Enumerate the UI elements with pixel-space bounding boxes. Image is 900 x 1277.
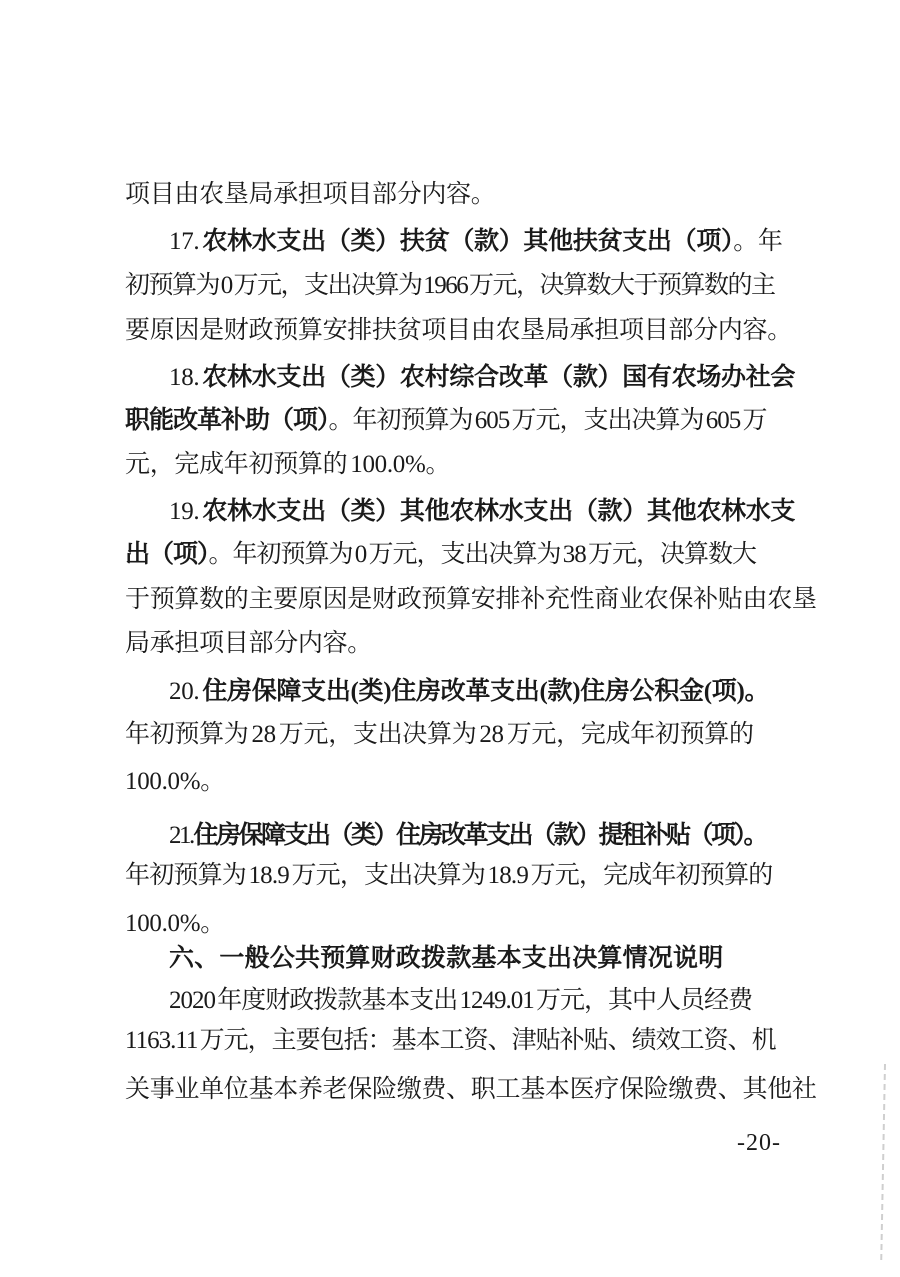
text-run: 2020 年度财政拨款基本支出 1249.01 万元，其中人员经费 bbox=[169, 987, 753, 1014]
text-line bbox=[125, 408, 767, 433]
text-line bbox=[169, 679, 769, 704]
text-line bbox=[125, 452, 450, 477]
bold-text-run: 职能改革补助（项） bbox=[125, 407, 329, 434]
text-line bbox=[125, 911, 225, 936]
bold-text-run: 住房保障支出（类）住房改革支出（款）提租补贴（项）。 bbox=[193, 822, 767, 849]
text-line bbox=[125, 769, 225, 794]
text-run: 项目由农垦局承担项目部分内容。 bbox=[125, 181, 496, 208]
text-run: 局承担项目部分内容。 bbox=[125, 630, 373, 657]
text-run: 21. bbox=[169, 822, 194, 849]
text-line bbox=[125, 631, 372, 656]
bold-text-run: 农林水支出（类）其他农林水支出（款）其他农林水支 bbox=[202, 498, 796, 525]
text-run: 100.0%。 bbox=[125, 768, 225, 795]
text-run: 要原因是财政预算安排扶贫项目由农垦局承担项目部分内容。 bbox=[125, 317, 792, 344]
text-line bbox=[169, 823, 766, 848]
text-run: 于预算数的主要原因是财政预算安排补充性商业农保补贴由农垦 bbox=[125, 586, 817, 613]
text-run: 关事业单位基本养老保险缴费、职工基本医疗保险缴费、其他社 bbox=[125, 1076, 817, 1103]
bold-text-run: 六、一般公共预算财政拨款基本支出决算情况说明 bbox=[169, 944, 724, 972]
text-run: 20. bbox=[169, 678, 203, 705]
text-line bbox=[125, 182, 496, 207]
text-line bbox=[125, 722, 754, 747]
text-run: 元，完成年初预算的 100.0%。 bbox=[125, 451, 451, 478]
text-line bbox=[169, 365, 795, 390]
text-run: 。年初预算为 605 万元，支出决算为 605 万 bbox=[328, 407, 767, 434]
text-line bbox=[125, 318, 792, 343]
page-number: -20- bbox=[737, 1130, 781, 1156]
text-run: 初预算为 0 万元，支出决算为 1966 万元，决算数大于预算数的主 bbox=[125, 272, 775, 299]
text-line bbox=[125, 273, 775, 298]
text-line bbox=[125, 863, 773, 888]
text-run: 。年初预算为 0 万元，支出决算为 38 万元，决算数大 bbox=[208, 541, 757, 568]
text-run: 19. bbox=[169, 498, 203, 525]
text-run: 。年 bbox=[733, 228, 783, 255]
text-run: 18. bbox=[169, 364, 203, 391]
bold-text-run: 农林水支出（类）农村综合改革（款）国有农场办社会 bbox=[202, 364, 796, 391]
text-line bbox=[125, 1077, 817, 1102]
section-heading bbox=[169, 946, 723, 971]
bold-text-run: 出（项） bbox=[125, 541, 209, 568]
text-line bbox=[169, 988, 752, 1013]
text-line bbox=[125, 587, 817, 612]
text-run: 年初预算为 18.9 万元，支出决算为 18.9 万元，完成年初预算的 bbox=[125, 862, 773, 889]
text-line bbox=[125, 542, 756, 567]
text-line bbox=[169, 229, 783, 254]
text-run: 100.0%。 bbox=[125, 910, 225, 937]
text-run: 1163.11 万元，主要包括：基本工资、津贴补贴、绩效工资、机 bbox=[125, 1027, 776, 1054]
text-run: 年初预算为 28 万元，支出决算为 28 万元，完成年初预算的 bbox=[125, 721, 754, 748]
bold-text-run: 住房保障支出(类)住房改革支出(款)住房公积金(项)。 bbox=[202, 678, 770, 705]
text-line bbox=[125, 1028, 776, 1053]
text-run: 17. bbox=[169, 228, 203, 255]
bold-text-run: 农林水支出（类）扶贫（款）其他扶贫支出（项） bbox=[202, 228, 734, 255]
text-line bbox=[169, 499, 795, 524]
